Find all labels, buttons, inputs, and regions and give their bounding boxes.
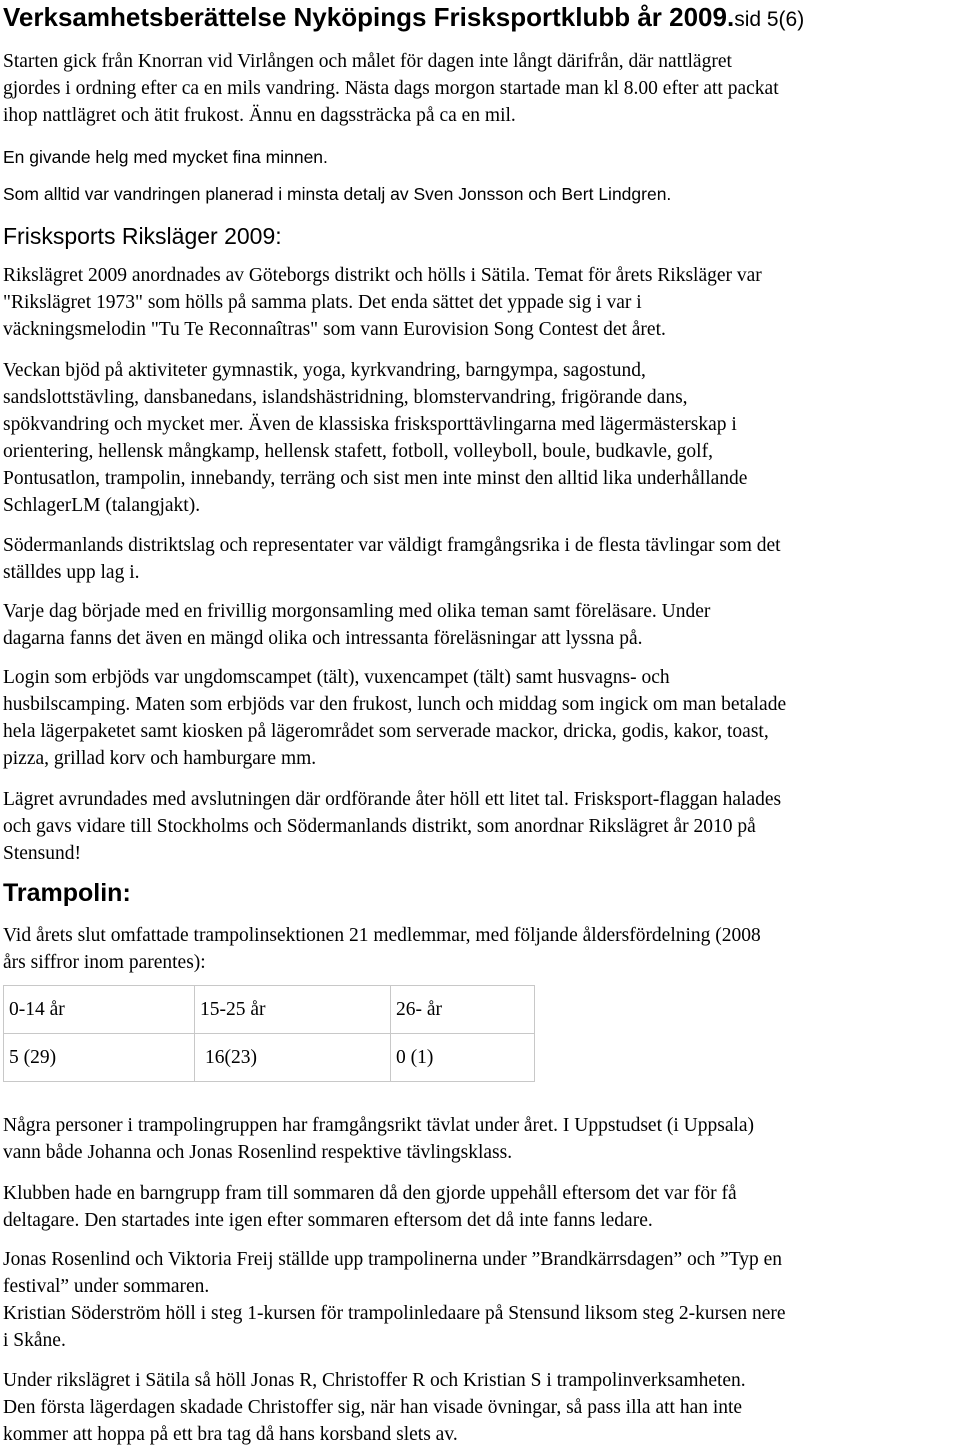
- text-line: Stensund!: [3, 843, 81, 864]
- rikslager-paragraph-1: [3, 262, 953, 343]
- text-line: festival” under sommaren.: [3, 1276, 210, 1297]
- text-line: Lägret avrundades med avslutningen där ordförande åter höll ett litet tal. Frisksport-flaggan halades: [3, 789, 782, 810]
- text-line: husbilscamping. Maten som erbjöds var den frukost, lunch och middag som ingick om man betalade: [3, 694, 787, 715]
- text-line: "Rikslägret 1973" som hölls på samma plats. Det enda sättet det yppade sig i var i: [3, 292, 642, 313]
- text-line: dagarna fanns det även en mängd olika och intressanta föreläsningar att lyssna på.: [3, 628, 643, 649]
- rikslager-paragraph-4: [3, 598, 953, 652]
- text-line: sandslottstävling, dansbanedans, islandshästridning, blomstervandring, frigörande dans,: [3, 387, 688, 408]
- table-cell: 15-25 år: [195, 986, 391, 1034]
- text-line: års siffror inom parentes):: [3, 952, 206, 973]
- age-distribution-table: [3, 985, 535, 1082]
- text-line: kommer att hoppa på ett bra tag då hans korsband slets av.: [3, 1424, 458, 1445]
- trampolin-paragraph-4: [3, 1246, 953, 1354]
- text-line: ihop nattlägret och ätit frukost. Ännu en dagssträcka på ca en mil.: [3, 105, 516, 126]
- intro-line-5: [3, 181, 953, 208]
- text-line: Rikslägret 2009 anordnades av Göteborgs distrikt och hölls i Sätila. Temat för årets Riksläger var: [3, 265, 762, 286]
- text-line: Klubben hade en barngrupp fram till sommaren då den gjorde uppehåll eftersom det var för få: [3, 1183, 737, 1204]
- text-line: En givande helg med mycket fina minnen.: [3, 147, 328, 167]
- trampolin-paragraph-5: [3, 1367, 953, 1448]
- intro-paragraph: [3, 48, 953, 129]
- text-line: Under rikslägret i Sätila så höll Jonas R, Christoffer R och Kristian S i trampolinverksamheten.: [3, 1370, 746, 1391]
- text-line: i Skåne.: [3, 1330, 66, 1351]
- section-heading-rikslager: Frisksports Riksläger 2009:: [3, 223, 282, 249]
- text-line: Kristian Söderström höll i steg 1-kursen för trampolinledaare på Stensund liksom steg 2-kursen nere: [3, 1303, 786, 1324]
- text-line: ställdes upp lag i.: [3, 562, 140, 583]
- rikslager-paragraph-5: [3, 664, 953, 772]
- document-title: Verksamhetsberättelse Nyköpings Frisksportklubb år 2009.: [3, 2, 735, 32]
- text-line: Södermanlands distriktslag och representater var väldigt framgångsrika i de flesta tävlingar som det: [3, 535, 781, 556]
- rikslager-paragraph-3: [3, 532, 953, 586]
- text-line: och gavs vidare till Stockholms och Södermanlands distrikt, som anordnar Rikslägret år 2010 på: [3, 816, 756, 837]
- page-number: sid 5(6): [734, 8, 805, 31]
- text-line: Som alltid var vandringen planerad i minsta detalj av Sven Jonsson och Bert Lindgren.: [3, 184, 672, 204]
- text-line: vann både Johanna och Jonas Rosenlind respektive tävlingsklass.: [3, 1142, 513, 1163]
- intro-line-4: [3, 144, 953, 171]
- trampolin-paragraph-2: [3, 1112, 953, 1166]
- section-heading-trampolin: Trampolin:: [3, 879, 131, 907]
- text-line: Pontusatlon, trampolin, innebandy, terräng och sist men inte minst den alltid lika underhållande: [3, 468, 748, 489]
- text-line: Några personer i trampolingruppen har framgångsrikt tävlat under året. I Uppstudset (i Uppsala): [3, 1115, 755, 1136]
- text-line: Den första lägerdagen skadade Christoffer sig, när han visade övningar, så pass illa att han inte: [3, 1397, 743, 1418]
- table-header-row: [4, 986, 535, 1034]
- text-line: Starten gick från Knorran vid Virlången och målet för dagen inte långt därifrån, där nattlägret: [3, 51, 732, 72]
- table-row: [4, 1034, 535, 1082]
- text-line: pizza, grillad korv och hamburgare mm.: [3, 748, 317, 769]
- table-cell: 0 (1): [391, 1034, 535, 1082]
- text-line: Jonas Rosenlind och Viktoria Freij ställde upp trampolinerna under ”Brandkärrsdagen” och ”Typ en: [3, 1249, 783, 1270]
- table-cell: 0-14 år: [4, 986, 195, 1034]
- text-line: spökvandring och mycket mer. Även de klassiska frisksporttävlingarna med lägermästerskap i: [3, 414, 737, 435]
- table-cell: 5 (29): [4, 1034, 195, 1082]
- table-cell: 16(23): [195, 1034, 391, 1082]
- text-line: Vid årets slut omfattade trampolinsektionen 21 medlemmar, med följande åldersfördelning (2008: [3, 925, 761, 946]
- rikslager-paragraph-6: [3, 786, 953, 867]
- text-line: Varje dag började med en frivillig morgonsamling med olika teman samt föreläsare. Under: [3, 601, 711, 622]
- text-line: SchlagerLM (talangjakt).: [3, 495, 201, 516]
- table-cell: 26- år: [391, 986, 535, 1034]
- text-line: väckningsmelodin "Tu Te Reconnaîtras" som vann Eurovision Song Contest det året.: [3, 319, 666, 340]
- text-line: hela lägerpaketet samt kiosken på lägerområdet som serverade mackor, dricka, godis, kakor, toast,: [3, 721, 769, 742]
- page-header: [3, 0, 804, 37]
- text-line: gjordes i ordning efter ca en mils vandring. Nästa dags morgon startade man kl 8.00 efter att packat: [3, 78, 779, 99]
- text-line: Veckan bjöd på aktiviteter gymnastik, yoga, kyrkvandring, barngympa, sagostund,: [3, 360, 646, 381]
- trampolin-paragraph-1: [3, 922, 953, 976]
- text-line: orientering, hellensk mångkamp, hellensk stafett, fotboll, volleyboll, boule, budkavle, golf,: [3, 441, 713, 462]
- trampolin-paragraph-3: [3, 1180, 953, 1234]
- text-line: Login som erbjöds var ungdomscampet (tält), vuxencampet (tält) samt husvagns- och: [3, 667, 670, 688]
- text-line: deltagare. Den startades inte igen efter sommaren eftersom det då inte fanns ledare.: [3, 1210, 653, 1231]
- rikslager-paragraph-2: [3, 357, 953, 519]
